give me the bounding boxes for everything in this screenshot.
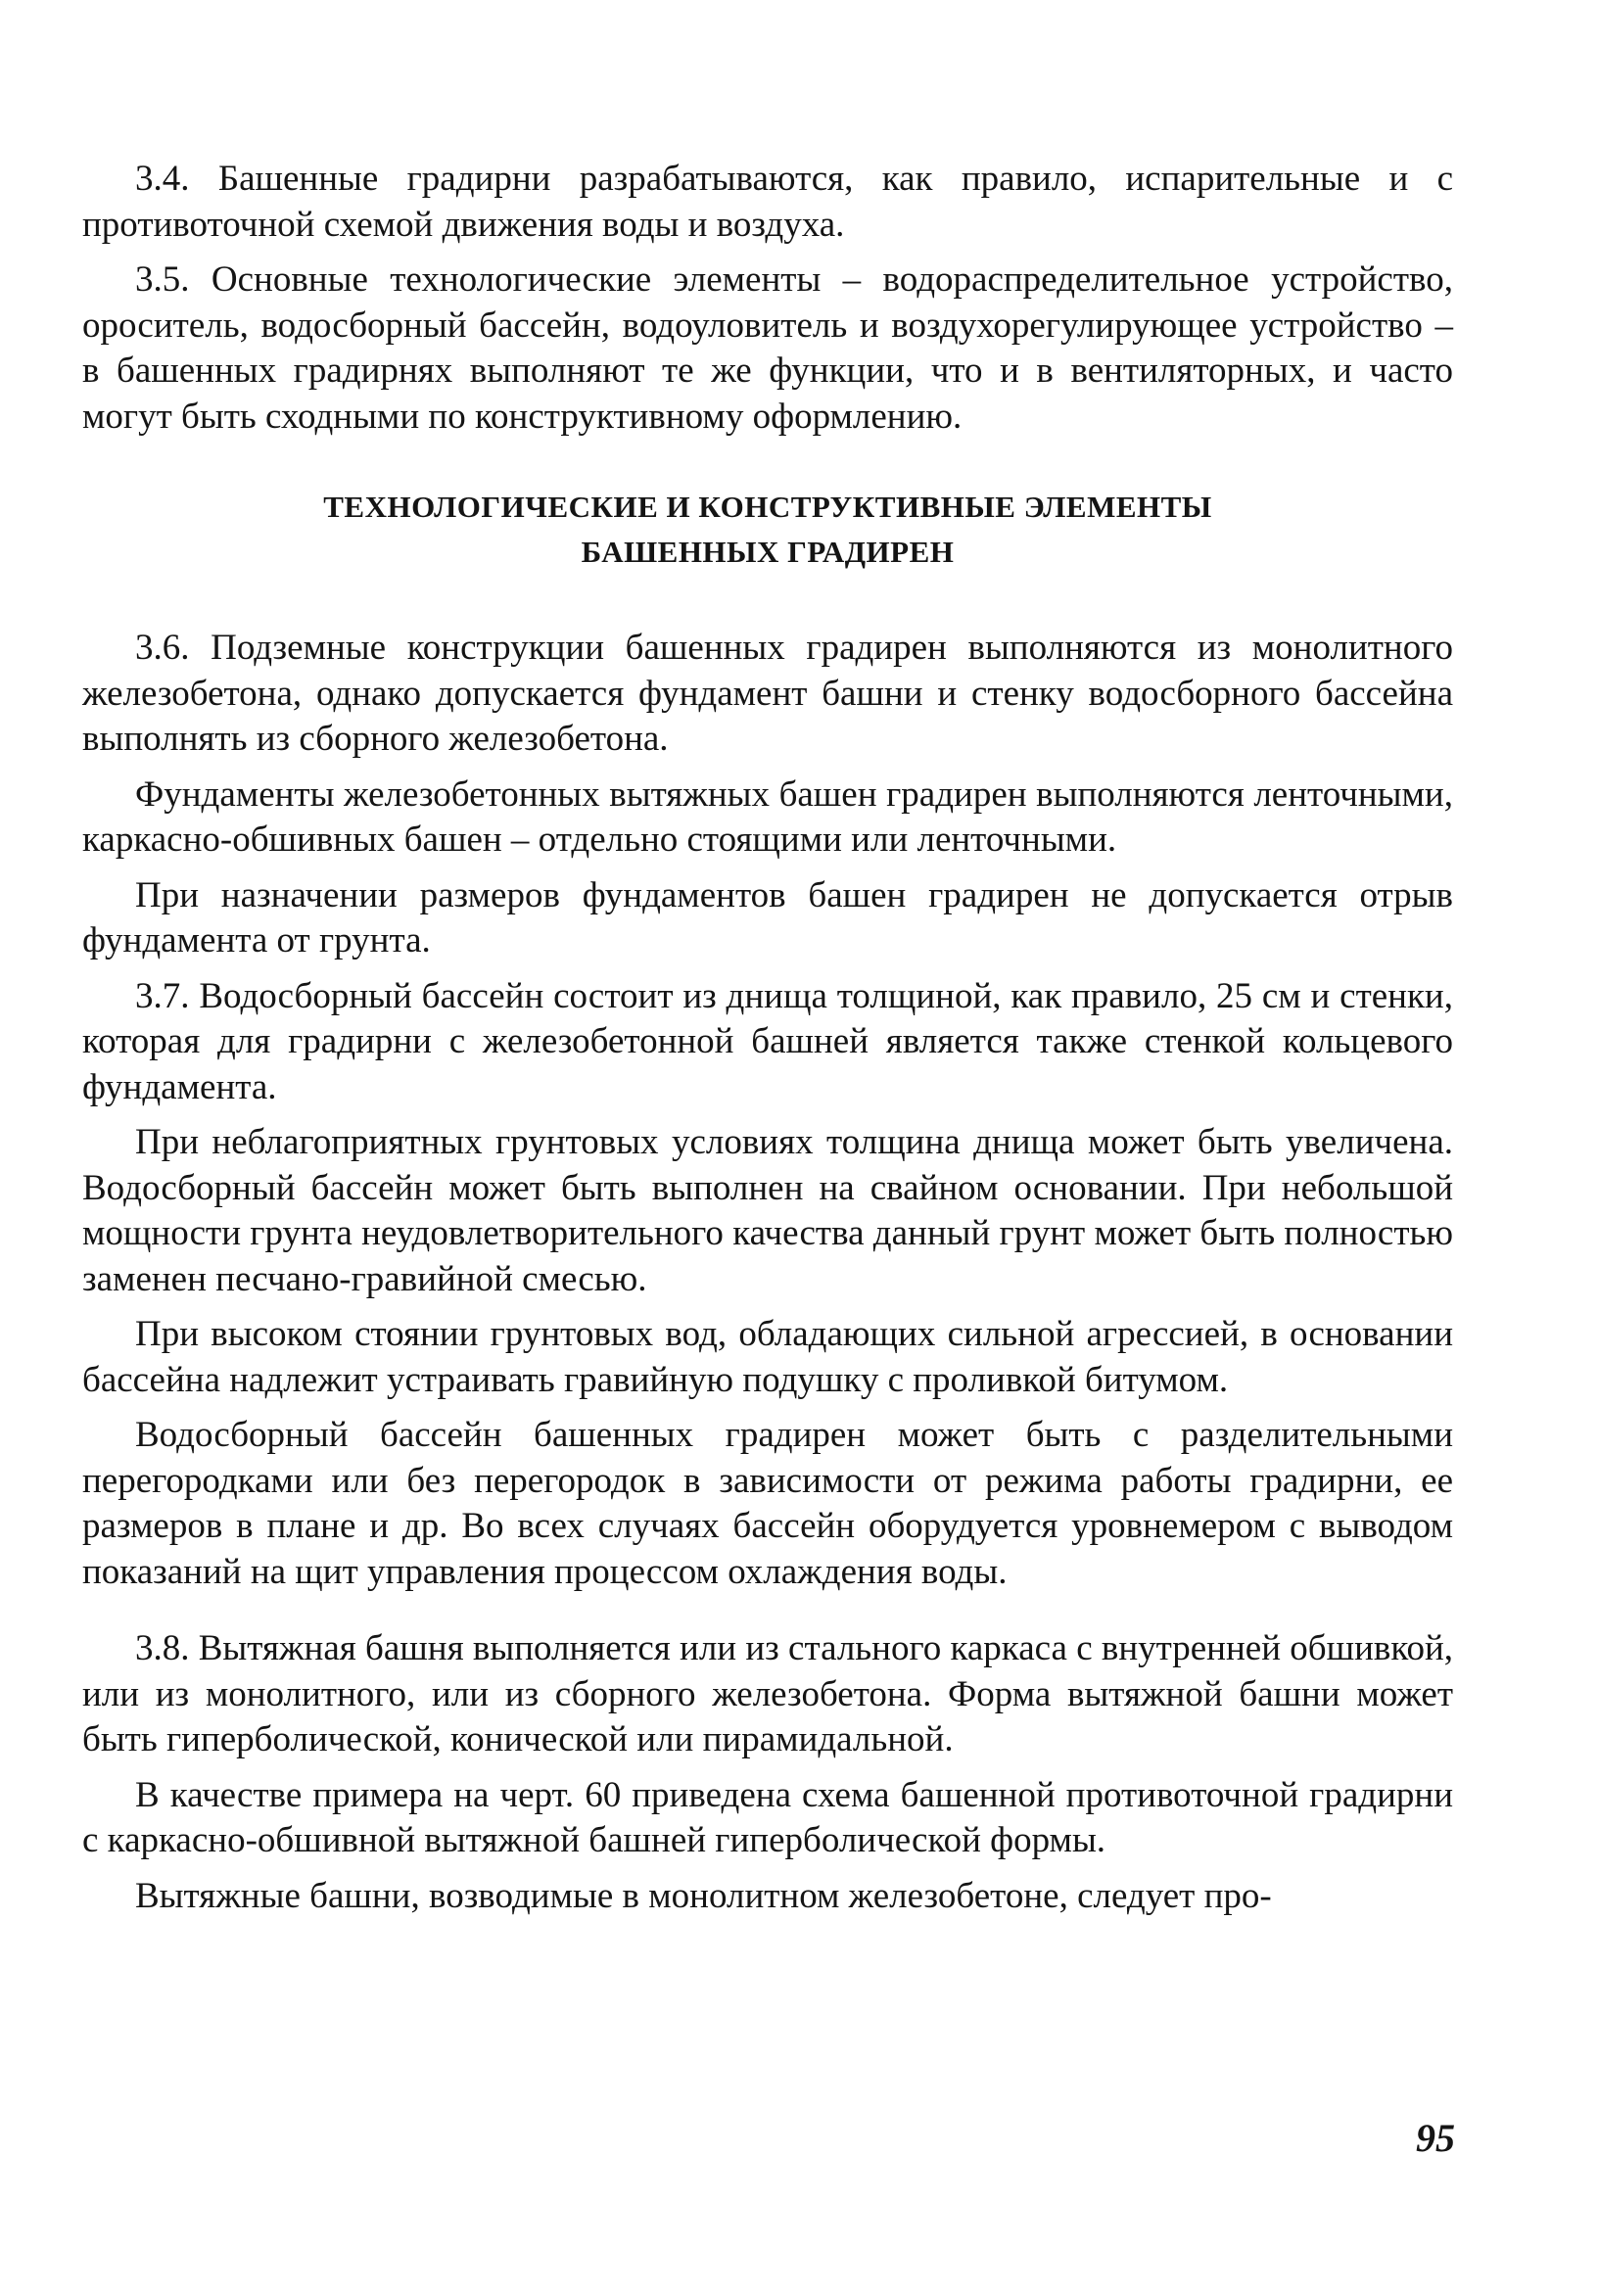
section-heading-line-2: БАШЕННЫХ ГРАДИРЕН <box>581 535 955 569</box>
paragraph-3-6-foundations: Фундаменты железобетонных вытяжных башен градирен выполняются ленточными, каркасно-обшивных башен – отдельно стоящими или ленточными. <box>82 773 1453 860</box>
paragraph-3-7-soil: При неблагоприятных грунтовых условиях толщина днища может быть увеличена. Водосборный бассейн может быть выполнен на свайном основании. При небольшой мощности грунта неудовлетворительного качества данный грунт может быть полностью заменен песчано-гравийной смесью. <box>82 1122 1453 1299</box>
paragraph-3-8: 3.8. Вытяжная башня выполняется или из стального каркаса с внутренней обшивкой, или из монолитного, или из сборного железобетона. Форма вытяжной башни может быть гиперболической, конической или пирамидальной. <box>82 1628 1453 1759</box>
paragraph-3-6: 3.6. Подземные конструкции башенных градирен выполняются из монолитного железобетона, однако допускается фундамент башни и стенку водосборного бассейна выполнять из сборного железобетона. <box>82 628 1453 759</box>
paragraph-3-7-groundwater: При высоком стоянии грунтовых вод, обладающих сильной агрессией, в основании бассейна надлежит устраивать гравийную подушку с проливкой битумом. <box>82 1314 1453 1400</box>
paragraph-3-7-partitions: Водосборный бассейн башенных градирен может быть с разделительными перегородками или без перегородок в зависимости от режима работы градирни, ее размеров в плане и др. Во всех случаях бассейн оборудуется уровнемером с выводом показаний на щит управления процессом охлаждения воды. <box>82 1415 1453 1592</box>
section-heading-line-1: ТЕХНОЛОГИЧЕСКИЕ И КОНСТРУКТИВНЫЕ ЭЛЕМЕНТЫ <box>323 490 1212 524</box>
paragraph-3-5: 3.5. Основные технологические элементы – водораспределительное устройство, ороситель, водосборный бассейн, водоуловитель и воздухорегулирующее устройство – в башенных градирнях выполняют те же функции, что и в вентиляторных, и часто могут быть сходными по конструктивному оформлению. <box>82 259 1453 437</box>
section-heading <box>82 485 1453 575</box>
document-page <box>82 157 1453 1929</box>
paragraph-3-8-monolithic: Вытяжные башни, возводимые в монолитном железобетоне, следует про- <box>135 1875 1272 1916</box>
paragraph-3-6-sizing: При назначении размеров фундаментов башен градирен не допускается отрыв фундамента от грунта. <box>82 874 1453 961</box>
page-number: 95 <box>1416 2116 1455 2160</box>
paragraph-3-7: 3.7. Водосборный бассейн состоит из днища толщиной, как правило, 25 см и стенки, которая для градирни с железобетонной башней является также стенкой кольцевого фундамента. <box>82 975 1453 1107</box>
paragraph-3-8-example: В качестве примера на черт. 60 приведена схема башенной противоточной градирни с каркасно-обшивной вытяжной башней гиперболической формы. <box>82 1774 1453 1860</box>
paragraph-3-4: 3.4. Башенные градирни разрабатываются, как правило, испарительные и с противоточной схемой движения воды и воздуха. <box>82 159 1453 245</box>
